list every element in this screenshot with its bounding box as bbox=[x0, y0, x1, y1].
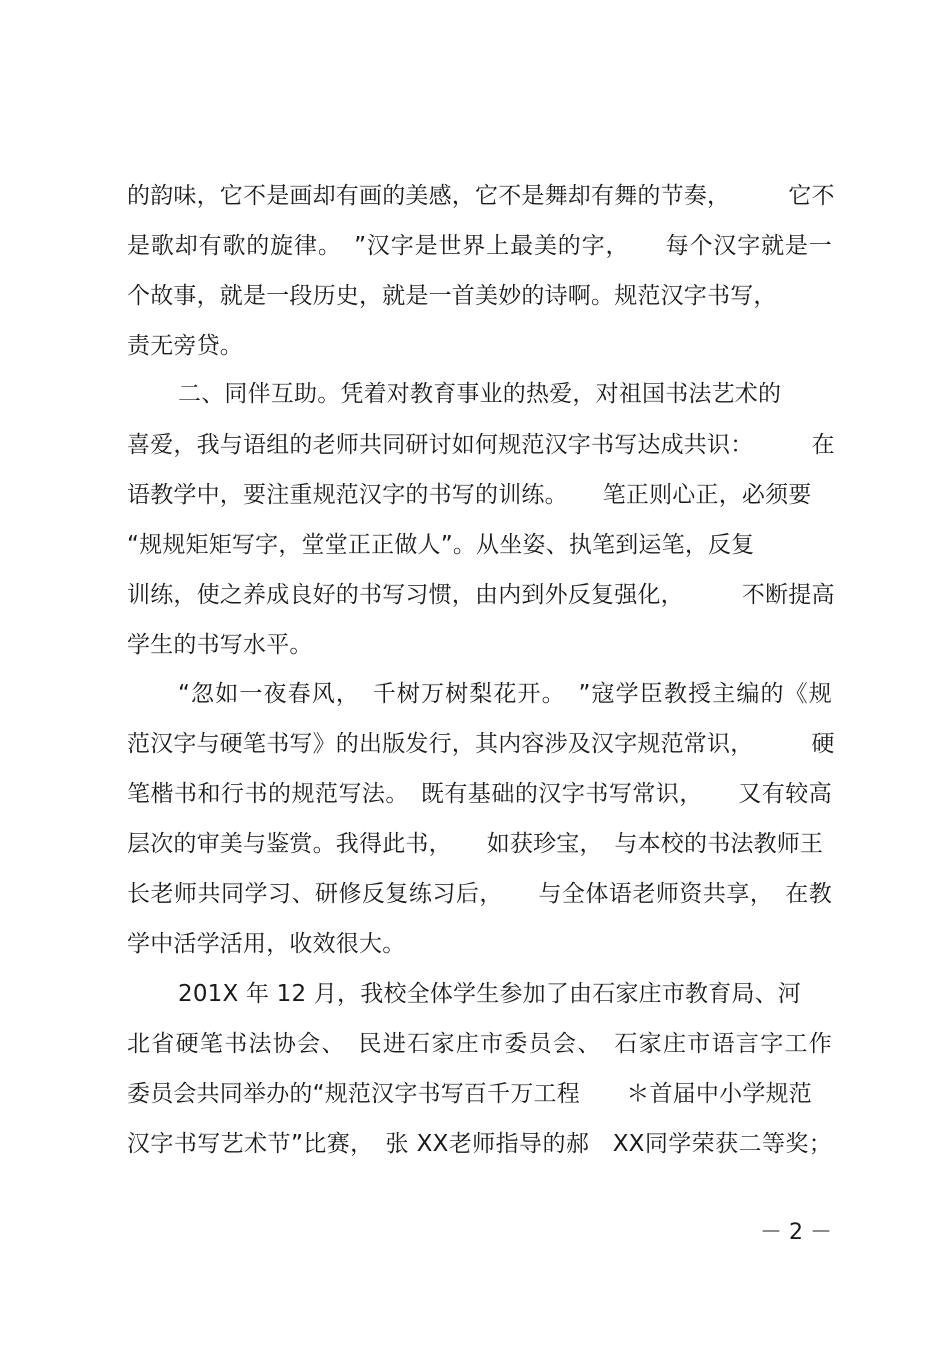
text-line-3: 个故事，就是一段历史，就是一首美妙的诗啊。规范汉字书写， bbox=[127, 283, 777, 309]
text-line-20: 汉字书写艺术节”比赛， 张 XX老师指导的郝 XX同学荣获二等奖； bbox=[127, 1131, 832, 1157]
text-line-11: “忽如一夜春风， 千树万树梨花开。 ”寇学臣教授主编的《规 bbox=[178, 681, 832, 707]
text-line-8: “规规矩矩写字，堂堂正正做人”。从坐姿、执笔到运笔，反复 bbox=[127, 532, 755, 558]
text-line-13: 笔楷书和行书的规范写法。 既有基础的汉字书写常识， 又有较高 bbox=[127, 781, 832, 807]
text-line-5: 二、同伴互助。凭着对教育事业的热爱，对祖国书法艺术的 bbox=[178, 381, 782, 407]
text-line-10: 学生的书写水平。 bbox=[127, 632, 313, 658]
text-line-18: 北省硬笔书法协会、 民进石家庄市委员会、 石家庄市语言字工作 bbox=[127, 1031, 832, 1057]
text-line-17: 201X 年 12 月，我校全体学生参加了由石家庄市教育局、河 bbox=[178, 981, 802, 1007]
text-line-15: 长老师共同学习、研修反复练习后， 与全体语老师资共享， 在教 bbox=[127, 881, 832, 907]
text-line-4: 责无旁贷。 bbox=[127, 333, 243, 359]
text-line-1: 的韵味，它不是画却有画的美感，它不是舞却有舞的节奏， 它不 bbox=[127, 183, 835, 209]
text-line-16: 学中活学活用，收效很大。 bbox=[127, 931, 406, 957]
text-line-19: 委员会共同举办的“规范汉字书写百千万工程 ＊首届中小学规范 bbox=[127, 1081, 812, 1107]
page-number: － 2 － bbox=[760, 1220, 832, 1245]
text-line-9: 训练，使之养成良好的书写习惯，由内到外反复强化， 不断提高 bbox=[127, 582, 835, 608]
text-line-14: 层次的审美与鉴赏。我得此书， 如获珍宝， 与本校的书法教师王 bbox=[127, 831, 824, 857]
text-line-2: 是歌却有歌的旋律。 ”汉字是世界上最美的字， 每个汉字就是一 bbox=[127, 233, 832, 259]
text-line-12: 范汉字与硬笔书写》的出版发行，其内容涉及汉字规范常识， 硬 bbox=[127, 731, 835, 757]
text-line-7: 语教学中，要注重规范汉字的书写的训练。 笔正则心正，必须要 bbox=[127, 482, 812, 508]
text-line-6: 喜爱，我与语组的老师共同研讨如何规范汉字书写达成共识： 在 bbox=[127, 432, 835, 458]
